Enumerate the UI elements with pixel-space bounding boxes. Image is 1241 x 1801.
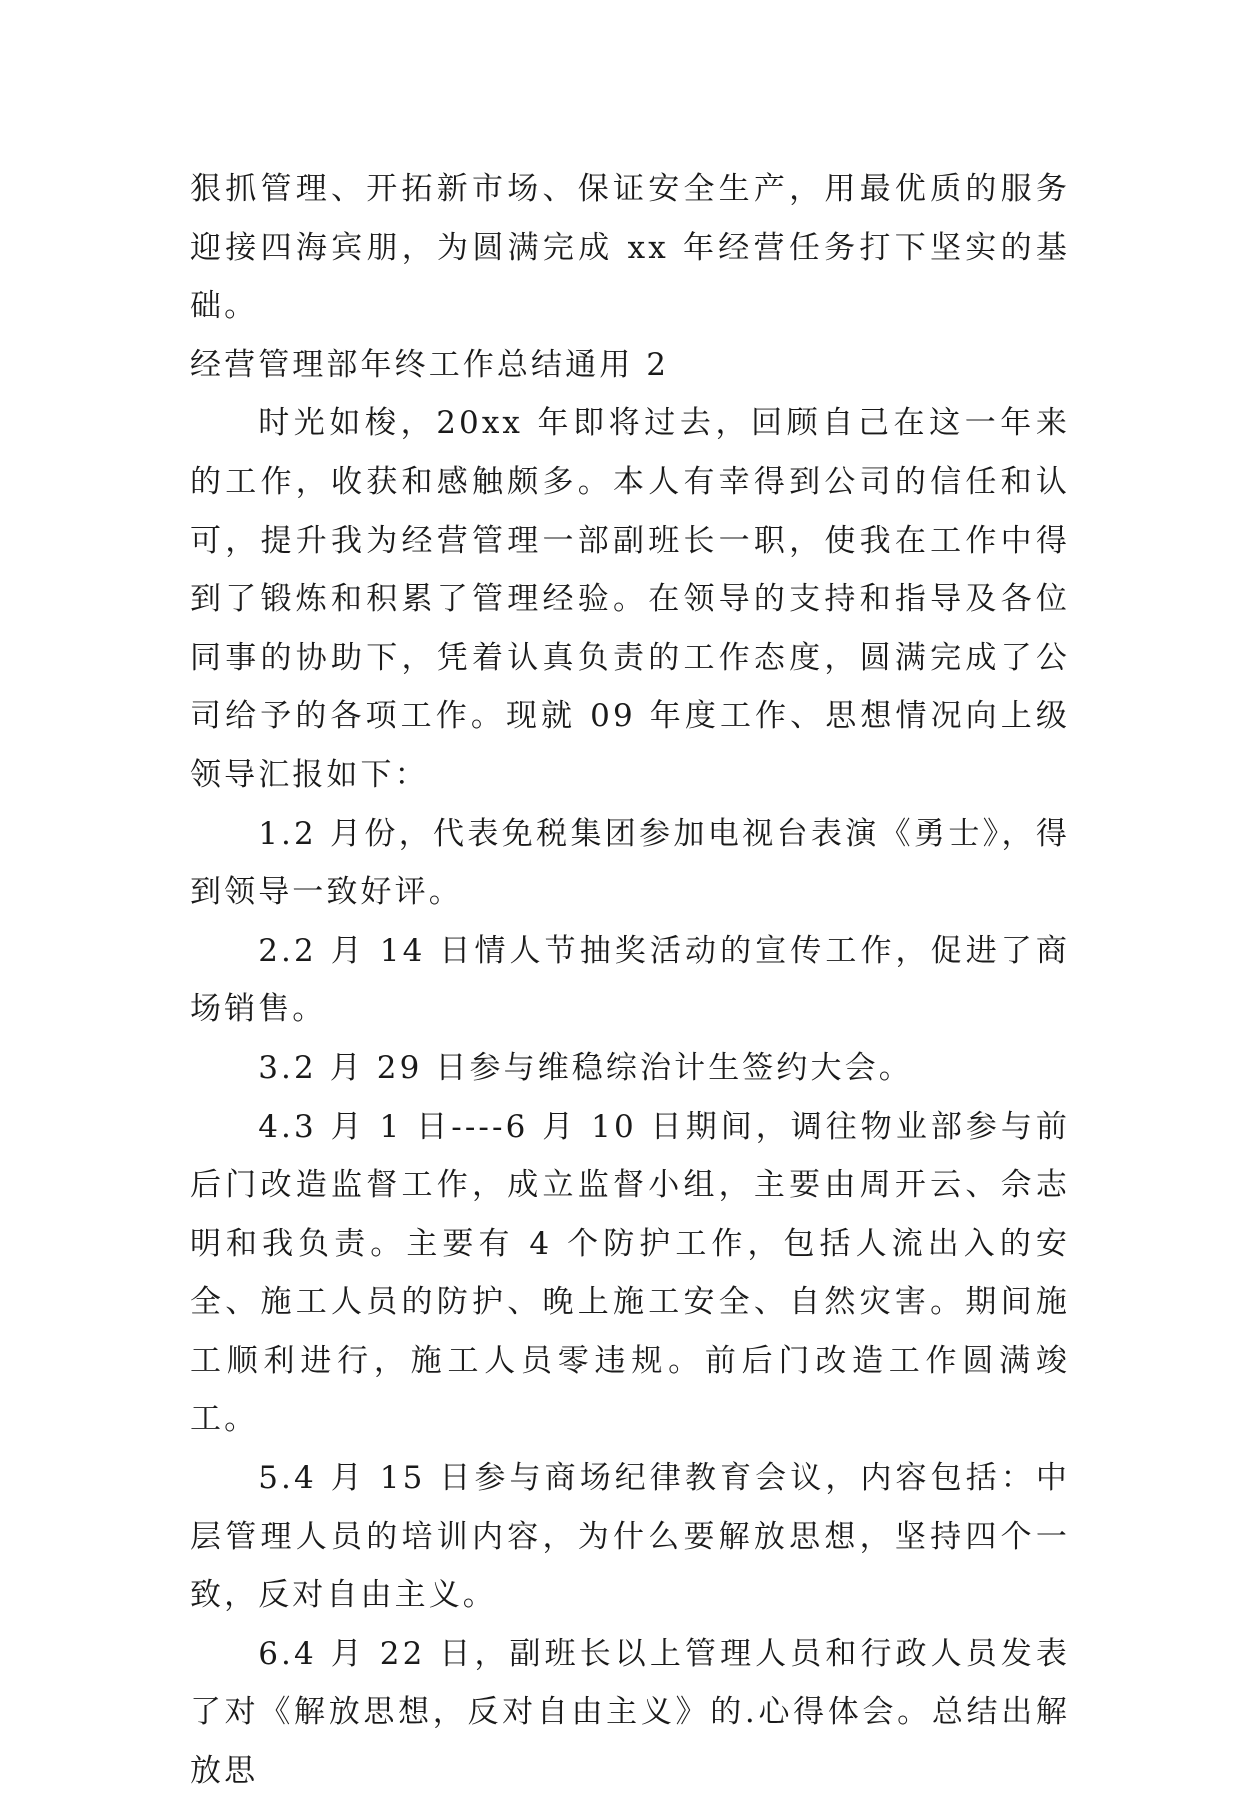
paragraph-continuation: 狠抓管理、开拓新市场、保证安全生产，用最优质的服务迎接四海宾朋，为圆满完成 xx 年经营任务打下坚实的基础。 xyxy=(190,171,1070,325)
list-item-2: 2.2 月 14 日情人节抽奖活动的宣传工作，促进了商场销售。 xyxy=(190,932,1070,1028)
section-heading: 经营管理部年终工作总结通用 2 xyxy=(190,346,670,383)
list-item-5: 5.4 月 15 日参与商场纪律教育会议，内容包括：中层管理人员的培训内容，为什么要解放思想，坚持四个一致，反对自由主义。 xyxy=(190,1460,1070,1614)
list-item-6: 6.4 月 22 日，副班长以上管理人员和行政人员发表了对《解放思想，反对自由主义》的.心得体会。总结出解放思 xyxy=(190,1635,1070,1790)
paragraph-intro: 时光如梭，20xx 年即将过去，回顾自己在这一年来的工作，收获和感触颇多。本人有幸得到公司的信任和认可，提升我为经营管理一部副班长一职，使我在工作中得到了锻炼和积累了管理经验。在领导的支持和指导及各位同事的协助下，凭着认真负责的工作态度，圆满完成了公司给予的各项工作。现就 09 年度工作、思想情况向上级领导汇报如下： xyxy=(190,405,1070,793)
list-item-4: 4.3 月 1 日----6 月 10 日期间，调往物业部参与前后门改造监督工作，成立监督小组，主要由周开云、佘志明和我负责。主要有 4 个防护工作，包括人流出入的安全、施工人员的防护、晚上施工安全、自然灾害。期间施工顺利进行，施工人员零违规。前后门改造工作圆满竣工。 xyxy=(190,1108,1070,1438)
list-item-1: 1.2 月份，代表免税集团参加电视台表演《勇士》，得到领导一致好评。 xyxy=(190,815,1070,911)
list-item-3: 3.2 月 29 日参与维稳综治计生签约大会。 xyxy=(258,1049,913,1086)
document-body xyxy=(190,160,1070,1801)
